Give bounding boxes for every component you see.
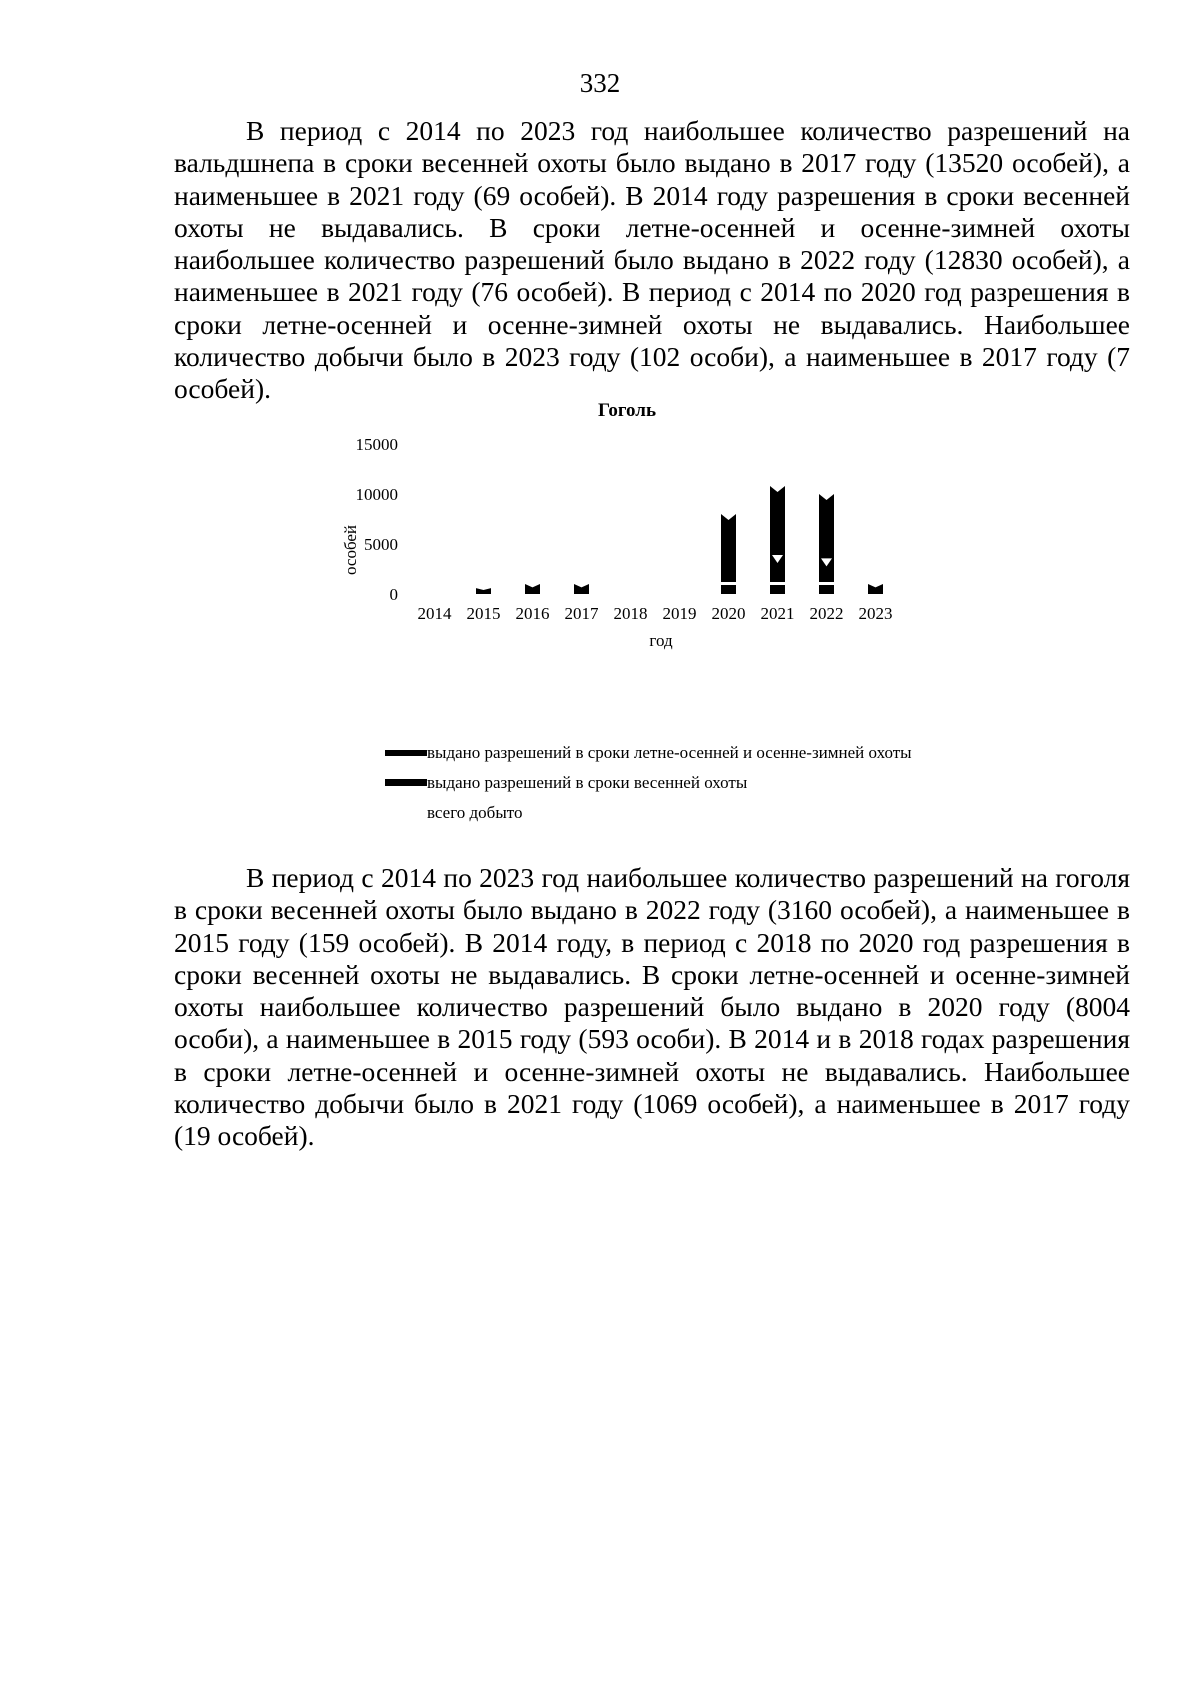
legend-label-total-harvest: всего добыто <box>427 803 523 822</box>
x-tick-label: 2023 <box>858 604 893 623</box>
y-ticks <box>356 435 399 604</box>
x-tick-label: 2016 <box>515 604 550 623</box>
legend-label-spring: выдано разрешений в сроки весенней охоты <box>427 773 748 792</box>
x-tick-label: 2019 <box>662 604 697 623</box>
paragraph-goldeneye <box>174 862 1130 1153</box>
x-tick-label: 2021 <box>760 604 795 623</box>
goldeneye-chart <box>340 400 940 660</box>
y-tick-label: 10000 <box>355 485 398 504</box>
bar-summer-autumn-2015 <box>476 588 491 594</box>
chart-title: Гоголь <box>597 400 657 421</box>
marker-total-2022 <box>819 582 834 585</box>
legend-label-summer-autumn: выдано разрешений в сроки летне-осенней и осенне-зимней охоты <box>427 743 912 762</box>
bar-summer-autumn-2017 <box>574 584 589 594</box>
bar-summer-autumn-2023 <box>868 584 883 594</box>
bar-summer-autumn-2016 <box>525 584 540 594</box>
y-axis-label: особей <box>341 524 360 576</box>
page-number: 332 <box>579 68 621 98</box>
x-tick-label: 2018 <box>613 604 648 623</box>
marker-total-2020 <box>721 582 736 585</box>
bar-summer-autumn-2021 <box>770 486 785 594</box>
x-ticks <box>418 604 893 623</box>
y-tick-label: 15000 <box>355 435 398 454</box>
bar-summer-autumn-2020 <box>721 514 736 594</box>
marker-total-2021 <box>770 582 785 585</box>
x-tick-label: 2015 <box>466 604 501 623</box>
y-tick-label: 0 <box>389 585 398 604</box>
paragraph-goldeneye-text: В период с 2014 по 2023 год наибольшее количество разрешений на гоголя в сроки весенней охоты было выдано в 2022 году (3160 особей), а наименьшее в 2015 году (159 особей). В 2014 году, в период с 2018 по 2020 год разрешения в сроки весенней охоты не выдавались. В сроки летне-осенней и осенне-зимней охоты наибольшее количество разрешений было выдано в 2020 году (8004 особи), а наименьшее в 2015 году (593 особи). В 2014 и в 2018 годах разрешения в сроки летне-осенней и осенне-зимней охоты не выдавались. Наибольшее количество добычи было в 2021 году (1069 особей), а наименьшее в 2017 году (19 особей). <box>174 862 1130 1152</box>
legend-swatch-spring <box>385 779 427 786</box>
paragraph-woodcock <box>174 115 1130 406</box>
x-tick-label: 2022 <box>809 604 844 623</box>
paragraph-woodcock-text: В период с 2014 по 2023 год наибольшее количество разрешений на вальдшнепа в сроки весенней охоты было выдано в 2017 году (13520 особей), а наименьшее в 2021 году (69 особей). В 2014 году разрешения в сроки весенней охоты не выдавались. В сроки летне-осенней и осенне-зимней охоты наибольшее количество разрешений было выдано в 2022 году (12830 особей), а наименьшее в 2021 году (76 особей). В период с 2014 по 2020 год разрешения в сроки летне-осенней и осенне-зимней охоты не выдавались. Наибольшее количество добычи было в 2023 году (102 особи), а наименьшее в 2017 году (7 особей). <box>174 115 1130 405</box>
x-tick-label: 2017 <box>564 604 599 623</box>
bars <box>476 486 883 594</box>
y-tick-label: 5000 <box>364 535 398 554</box>
x-tick-label: 2014 <box>417 604 452 623</box>
legend-swatch-summer-autumn <box>385 750 427 756</box>
x-axis-label: год <box>649 631 673 650</box>
x-tick-label: 2020 <box>711 604 746 623</box>
bar-summer-autumn-2022 <box>819 494 834 594</box>
